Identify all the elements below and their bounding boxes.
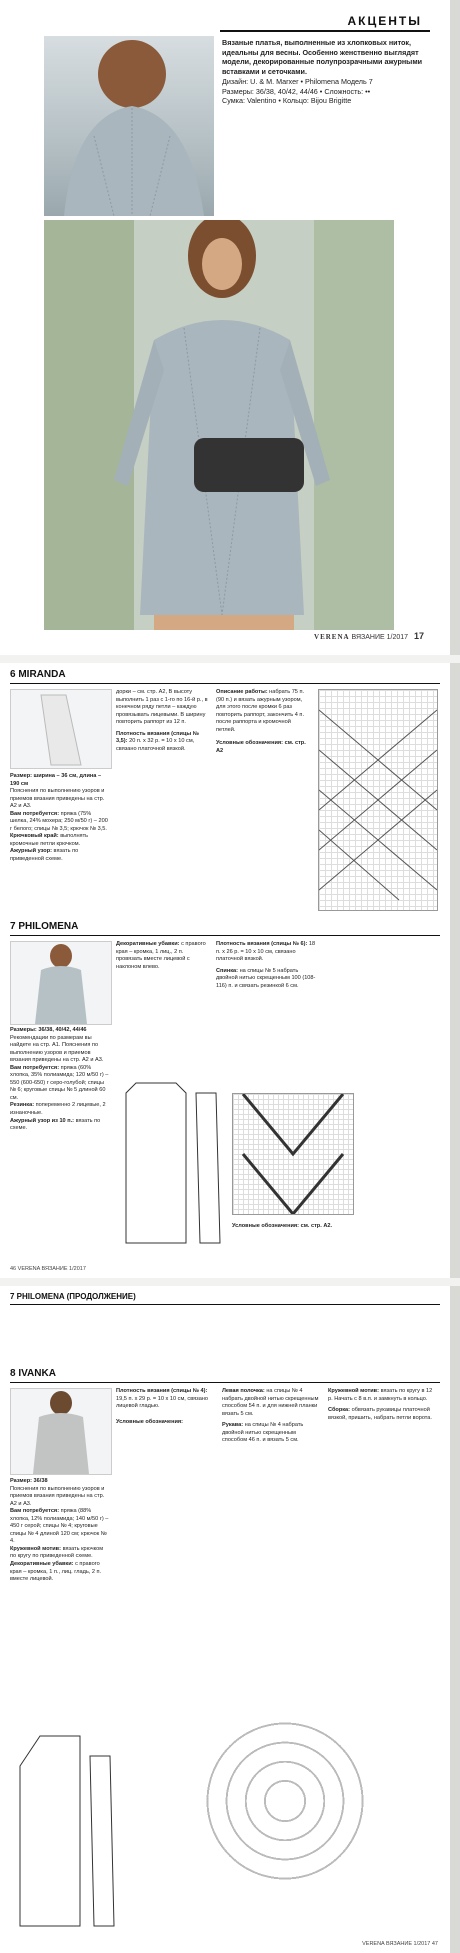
- s6-density-label: Плотность вязания (спицы № 3,5):: [116, 730, 199, 745]
- s7-symbols: Условные обозначения: см. стр. А2.: [232, 1223, 333, 1229]
- page-footer-47: VERENA ВЯЗАНИЕ 1/2017 47: [362, 1941, 438, 1947]
- s6-work-label: Описание работы:: [216, 689, 268, 695]
- s7-lace-label: Ажурный узор из 10 п.:: [10, 1117, 75, 1124]
- section-rule-2: [10, 935, 440, 936]
- s7-yarn-label: Вам потребуется:: [10, 1064, 60, 1071]
- s8-sleeve: на спицы № 4 набрать двойной нитью скрещенным способом 46 п. и вязать 5 см.: [222, 1422, 304, 1444]
- designer-line: Дизайн: U. & M. Marxer • Philomena Модель 7: [222, 76, 373, 86]
- s7-symbols-wrap: [232, 1223, 432, 1231]
- s8-lace-label: Кружевной мотив:: [10, 1545, 61, 1552]
- s8-density-label: Плотность вязания (спицы № 4):: [116, 1388, 208, 1394]
- model-photo: [44, 220, 394, 630]
- miranda-thumbnail: [10, 689, 112, 769]
- magazine-page-accents: [0, 0, 450, 655]
- magazine-page-instructions-47: [0, 1286, 450, 1953]
- s8-motif: вязать по кругу в 12 р. Начать с 8 в.п. и замкнуть в кольцо.: [328, 1388, 433, 1402]
- s6-work: набрать 75 п. (90 п.) и вязать ажурным узором, для этого после кромки 6 раз повторить раппорт, закончить 4 п. после раппорта и кромочной петлей.: [216, 689, 305, 733]
- dress-thumbnail-illustration: [11, 942, 111, 1024]
- s7-sizes: Размеры: 36/38, 40/42, 44/46: [10, 1027, 87, 1033]
- miranda-col-2: [116, 689, 211, 753]
- section-title-philomena: 7 PHILOMENA: [10, 921, 79, 932]
- s8-front-label: Левая полочка:: [222, 1388, 265, 1394]
- section-title-philomena-cont: 7 PHILOMENA (ПРОДОЛЖЕНИЕ): [10, 1292, 136, 1301]
- ivanka-crochet-motif: [140, 1676, 430, 1926]
- cardigan-thumbnail-illustration: [11, 1389, 111, 1474]
- s6-sizes: Размер: ширина – 36 см, длина – 190 см: [10, 773, 102, 787]
- s7-decor-label: Декоративные убавки:: [116, 941, 180, 947]
- magazine-page-instructions-46: [0, 663, 450, 1278]
- intro-lead: Вязаные платья, выполненные из хлопковых ниток, идеальны для весны. Особенно женственно выглядят модели, декорированные полупрозрачными ажурными вставками и сеточками.: [222, 38, 423, 77]
- footer-brand: VERENA: [314, 633, 350, 641]
- scarf-illustration: [11, 690, 111, 768]
- s6-yarn: пряжа (75% шелка, 24% мохера; 250 м/50 г) – 200 г белого; спицы № 3,5; крючок № 3,5.: [10, 810, 108, 832]
- s6-col2-text: дорки – см. стр. А2, В высоту выполнить 1 раз с 1-го по 16-й р., в конечном ряду петли – каждую провязывать лицевыми. В ширину повторить раппорт из 12 п.: [116, 689, 208, 726]
- s8-assembly: обвязать рукавицы платочной вязкой, пришить, набрать петли ворота.: [328, 1407, 432, 1421]
- s8-sizes: Размер: 36/38: [10, 1478, 48, 1484]
- s8-note: Пояснения по выполнению узоров и приемов вязания приведены на стр. А2 и А3.: [10, 1485, 105, 1507]
- philomena-lace-chart: [232, 1093, 354, 1215]
- back-view-photo: [44, 36, 214, 216]
- philomena-chart-marks: [233, 1094, 353, 1214]
- s8-symbols: Условные обозначения:: [116, 1418, 184, 1425]
- section-title-miranda: 6 MIRANDA: [10, 669, 66, 680]
- s6-crochet: выполнять кромочные петли крючком.: [10, 833, 89, 847]
- miranda-col-1: [10, 773, 110, 864]
- model-illustration: [44, 220, 394, 630]
- s8-assembly-label: Сборка:: [328, 1407, 351, 1414]
- s7-back: на спицы № 5 набрать двойной нитью скрещенным 100 (108-116) п. и связать резинкой 6 см.: [216, 967, 316, 989]
- lace-chart-diagonals: [319, 690, 437, 910]
- s7-rib-label: Резинка:: [10, 1102, 35, 1109]
- s8-decor: с правого края – кромка, 1 п., лиц. гладь, 2 п. вместе лицевой.: [10, 1561, 102, 1583]
- s7-note: Рекомендации по размерам вы найдете на стр. А1. Пояснения по выполнению узоров и приемов вязания приведены на стр. А2 и А3.: [10, 1034, 104, 1064]
- s7-density: 18 п. х 26 р. = 10 х 10 см, связано платочной вязкой.: [216, 941, 316, 963]
- ivanka-schematic: [10, 1726, 120, 1936]
- sizes-line: Размеры: 36/38, 40/42, 44/46 • Сложность: ••: [222, 86, 371, 96]
- s6-lace: вязать по приведенной схеме.: [10, 848, 79, 863]
- s6-yarn-label: Вам потребуется:: [10, 810, 60, 817]
- s7-lace: вязать по схеме.: [10, 1117, 101, 1132]
- page-footer: [314, 631, 424, 641]
- ivanka-thumbnail: [10, 1388, 112, 1475]
- s8-motif-label: Кружевной мотив:: [328, 1388, 379, 1394]
- philomena-schematic: [116, 1073, 226, 1253]
- s6-note: Пояснения по выполнению узоров и приемов вязания приведены на стр. А2 и А3.: [10, 788, 105, 810]
- s8-yarn: пряжа (88% хлопка, 12% полиамида; 140 м/50 г) – 450 г серой; спицы № 4; круговые спицы № 4 длиной 120 см; крючок № 4.: [10, 1508, 109, 1545]
- s8-yarn-label: Вам потребуется:: [10, 1508, 60, 1515]
- s7-density-label: Плотность вязания (спицы № 6):: [216, 941, 308, 947]
- section-rule-4: [10, 1382, 440, 1383]
- s8-lace: вязать крючком по кругу по приведенной схеме.: [10, 1545, 104, 1560]
- section-rule-3: [10, 1304, 440, 1305]
- miranda-lace-chart: [318, 689, 438, 911]
- ivanka-col-2: [116, 1388, 216, 1426]
- philomena-thumbnail: [10, 941, 112, 1025]
- s6-symbols: Условные обозначения: см. стр. А2: [216, 740, 306, 754]
- ivanka-col-3: [222, 1388, 322, 1445]
- page-edge: [450, 0, 460, 655]
- philomena-col-1: [10, 1027, 110, 1133]
- back-view-illustration: [44, 36, 214, 216]
- miranda-col-3: [216, 689, 311, 755]
- s6-density: 20 п. х 32 р. = 10 х 10 см, связано платочной вязкой.: [116, 738, 195, 752]
- s7-rib: попеременно 2 лицевые, 2 изнаночные.: [10, 1102, 106, 1117]
- ivanka-col-4: [328, 1388, 438, 1422]
- section-title-ivanka: 8 IVANKA: [10, 1368, 56, 1379]
- philomena-col-2: [116, 941, 211, 971]
- page-footer-46: 46 VERENA ВЯЗАНИЕ 1/2017: [10, 1266, 86, 1272]
- s6-crochet-label: Крючковый край:: [10, 833, 59, 840]
- footer-issue: ВЯЗАНИЕ 1/2017: [351, 634, 409, 641]
- s8-sleeve-label: Рукава:: [222, 1422, 244, 1429]
- s6-lace-label: Ажурный узор:: [10, 848, 52, 855]
- s7-decor: с правого края – кромка, 1 лиц., 2 п. провязать вместе лицевой с наклоном влево.: [116, 941, 206, 970]
- page-edge-3: [450, 1286, 460, 1953]
- footer-page-number: 17: [413, 631, 424, 641]
- intro-text: [222, 38, 427, 106]
- s7-yarn: пряжа (60% хлопка, 35% полиамида; 120 м/50 г) – 550 (600-650) г серо-голубой; спицы № 6; круговые спицы № 5 длиной 60 см.: [10, 1064, 109, 1101]
- s8-front: на спицы № 4 набрать двойной нитью скрещенным способом 54 п. и для нижней планки вязать 5 см.: [222, 1388, 319, 1417]
- ivanka-col-1: [10, 1478, 110, 1584]
- s8-decor-label: Декоративные убавки:: [10, 1561, 74, 1568]
- category-heading: АКЦЕНТЫ: [347, 14, 422, 28]
- s7-back-label: Спинка:: [216, 967, 239, 974]
- category-rule: [220, 30, 430, 32]
- section-rule: [10, 683, 440, 684]
- s8-density: 19,5 п. х 29 р. = 10 х 10 см, связано лицевой гладью.: [116, 1395, 209, 1410]
- bag-line: Сумка: Valentino • Кольцо: Bijou Brigitte: [222, 96, 352, 106]
- page-edge-2: [450, 663, 460, 1278]
- philomena-col-3: [216, 941, 316, 990]
